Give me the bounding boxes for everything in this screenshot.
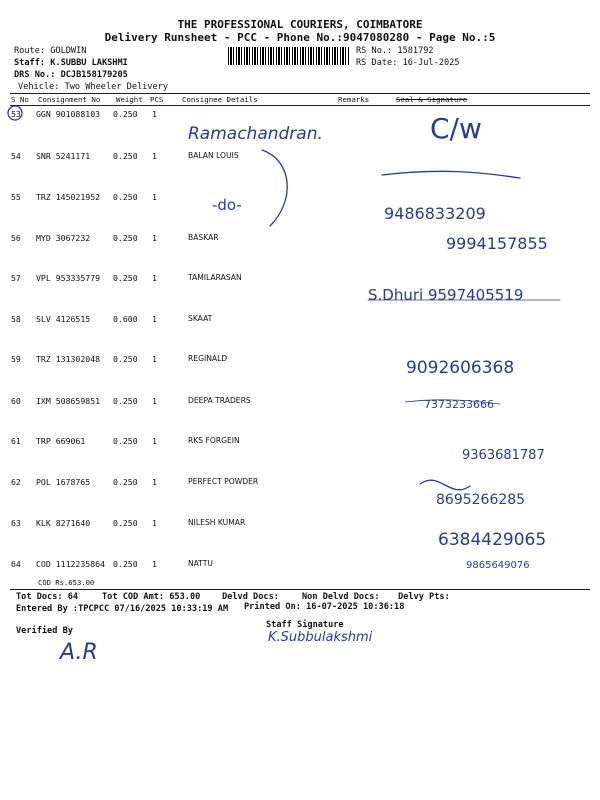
row-consignment: KLK 8271640 [36, 518, 91, 528]
row-consignment: TRZ 145021952 [36, 192, 101, 202]
row-weight: 0.250 [113, 477, 138, 487]
handwritten-phone-64: 9865649076 [466, 560, 530, 571]
row-consignee: RKS FORGEIN [188, 436, 240, 445]
handwritten-phone-63: 6384429065 [438, 530, 547, 550]
total-docs: Tot Docs: 64 [16, 592, 79, 602]
col-consignee: Consignee Details [182, 95, 258, 104]
staff-label: Staff: K.SUBBU LAKSHMI [14, 58, 128, 68]
cod-note: COD Rs.653.00 [38, 578, 95, 587]
row-weight: 0.250 [113, 396, 138, 406]
row-weight: 0.250 [113, 559, 138, 569]
row-consignment: TRZ 131302048 [36, 354, 101, 364]
delivery-points: Delvy Pts: [398, 592, 450, 602]
total-cod-amount: Tot COD Amt: 653.00 [102, 592, 201, 602]
runsheet-subtitle: Delivery Runsheet - PCC - Phone No.:9047080280 - Page No.:5 [104, 31, 496, 44]
row-sno: 60 [11, 396, 21, 406]
row-sno: 55 [11, 192, 21, 202]
row-consignee: NILESH KUMAR [188, 518, 246, 527]
vehicle-label: Vehicle: Two Wheeler Delivery [18, 82, 169, 92]
header-top-rule [10, 93, 590, 94]
handwritten-phone-62: 8695266285 [436, 492, 526, 508]
table-row [0, 396, 600, 436]
route-label: Route: GOLDWIN [14, 46, 87, 56]
header-bottom-rule [10, 105, 590, 106]
row-consignment: COD 1112235864 [36, 559, 106, 569]
barcode-image [228, 47, 350, 65]
row-sno: 58 [11, 314, 21, 324]
rs-number: RS No.: 1581792 [356, 46, 434, 56]
handwritten-phone-55: 9486833209 [384, 204, 486, 223]
col-sno: S No [11, 95, 29, 104]
row-weight: 0.250 [113, 192, 138, 202]
row-pcs: 1 [152, 151, 157, 161]
row-weight: 0.250 [113, 518, 138, 528]
row-sno: 57 [11, 273, 21, 283]
handwritten-phone-56: 9994157855 [446, 234, 548, 253]
row-consignee: BALAN LOUIS [188, 151, 239, 160]
row-consignee: DEEPA TRADERS [188, 396, 251, 405]
printed-on: Printed On: 16-07-2025 10:36:18 [244, 602, 405, 612]
staff-signature-label: Staff Signature [266, 620, 344, 630]
table-row [0, 151, 600, 191]
row-consignee: NATTU [188, 559, 213, 568]
row-consignment: TRP 669061 [36, 436, 86, 446]
row-weight: 0.250 [113, 151, 138, 161]
row-pcs: 1 [152, 354, 157, 364]
handwritten-sig-58: S.Dhuri 9597405519 [368, 286, 524, 304]
row-consignee: BASKAR [188, 233, 219, 242]
row-pcs: 1 [152, 436, 157, 446]
row-sno: 64 [11, 559, 21, 569]
row-consignee: SKAAT [188, 314, 213, 323]
row-consignee: REGINALD [188, 354, 228, 363]
verified-signature: A.R [60, 640, 98, 665]
col-remarks: Remarks [338, 95, 370, 104]
row-weight: 0.250 [113, 273, 138, 283]
row-pcs: 1 [152, 518, 157, 528]
drs-label: DRS No.: DCJB158179205 [14, 70, 128, 80]
row-weight: 0.250 [113, 436, 138, 446]
row-consignment: IXM 508659851 [36, 396, 101, 406]
rs-date: RS Date: 16-Jul-2025 [356, 58, 460, 68]
handwritten-phone-59: 9092606368 [406, 358, 515, 378]
row-consignment: SLV 4126515 [36, 314, 91, 324]
row-sno: 54 [11, 151, 21, 161]
row-pcs: 1 [152, 559, 157, 569]
row-consignee: TAMILARASAN [188, 273, 242, 282]
row-weight: 0.250 [113, 233, 138, 243]
company-title: THE PROFESSIONAL COURIERS, COIMBATORE [177, 18, 423, 31]
row-weight: 0.250 [113, 354, 138, 364]
handwritten-ditto: -do- [212, 196, 242, 214]
row-consignment: MYD 3067232 [36, 233, 91, 243]
row-pcs: 1 [152, 233, 157, 243]
row-sno: 62 [11, 477, 21, 487]
col-seal-signature: Seal & Signature [396, 95, 468, 104]
row-pcs: 1 [152, 314, 157, 324]
row-consignment: GGN 901088103 [36, 109, 101, 119]
row-consignment: SNR 5241171 [36, 151, 91, 161]
col-consignment: Consignment No [38, 95, 101, 104]
handwritten-name: Ramachandran. [188, 124, 323, 144]
row-pcs: 1 [152, 273, 157, 283]
handwritten-sig-53: C/w [430, 112, 482, 145]
row-sno: 56 [11, 233, 21, 243]
table-row [0, 192, 600, 232]
row-weight: 0.250 [113, 109, 138, 119]
row-pcs: 1 [152, 192, 157, 202]
handwritten-phone-61: 9363681787 [462, 448, 545, 463]
row-sno: 61 [11, 436, 21, 446]
row-consignment: VPL 953335779 [36, 273, 101, 283]
row-sno: 59 [11, 354, 21, 364]
row-pcs: 1 [152, 396, 157, 406]
row-sno: 63 [11, 518, 21, 528]
row-consignee: PERFECT POWDER [188, 477, 259, 486]
table-row [0, 314, 600, 354]
row-consignment: POL 1678765 [36, 477, 91, 487]
footer-rule [10, 589, 590, 590]
entered-by: Entered By :TPCPCC 07/16/2025 10:33:19 AM [16, 604, 229, 614]
verified-by-label: Verified By [16, 626, 73, 636]
col-pcs: PCS [150, 95, 164, 104]
row-sno: 53 [11, 109, 21, 119]
staff-signature: K.Subbulakshmi [268, 630, 373, 645]
delivered-docs: Delvd Docs: [222, 592, 279, 602]
row-weight: 0.600 [113, 314, 138, 324]
row-pcs: 1 [152, 477, 157, 487]
handwritten-phone-60: 7373233666 [424, 398, 494, 411]
col-weight: Weight [116, 95, 143, 104]
non-delivered-docs: Non Delvd Docs: [302, 592, 380, 602]
row-pcs: 1 [152, 109, 157, 119]
